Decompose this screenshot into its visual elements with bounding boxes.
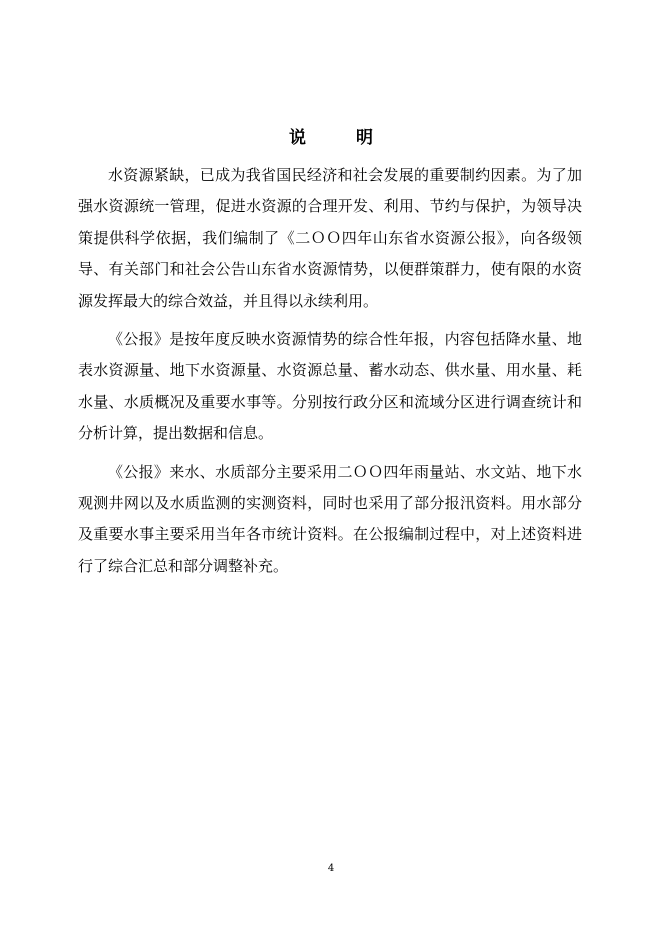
- page-number: 4: [327, 863, 335, 874]
- paragraph-3: 《公报》来水、水质部分主要采用二ＯＯ四年雨量站、水文站、地下水观测井网以及水质监测的实测资料，同时也采用了部分报汛资料。用水部分及重要水事主要采用当年各市统计资料。在公报编制过程中，对上述资料进行了综合汇总和部分调整补充。: [78, 462, 582, 575]
- page-title: [0, 124, 662, 152]
- title-left-char: 说: [289, 128, 306, 148]
- paragraph-2: 《公报》是按年度反映水资源情势的综合性年报，内容包括降水量、地表水资源量、地下水资源量、水资源总量、蓄水动态、供水量、用水量、耗水量、水质概况及重要水事等。分别按行政分区和流域分区进行调查统计和分析计算，提出数据和信息。: [78, 330, 582, 443]
- title-right-char: 明: [356, 128, 373, 148]
- paragraph-1: 水资源紧缺，已成为我省国民经济和社会发展的重要制约因素。为了加强水资源统一管理，促进水资源的合理开发、利用、节约与保护，为领导决策提供科学依据，我们编制了《二ＯＯ四年山东省水资源公报》，向各级领导、有关部门和社会公告山东省水资源情势，以便群策群力，使有限的水资源发挥最大的综合效益，并且得以永续利用。: [78, 166, 582, 310]
- body-text: [78, 160, 582, 589]
